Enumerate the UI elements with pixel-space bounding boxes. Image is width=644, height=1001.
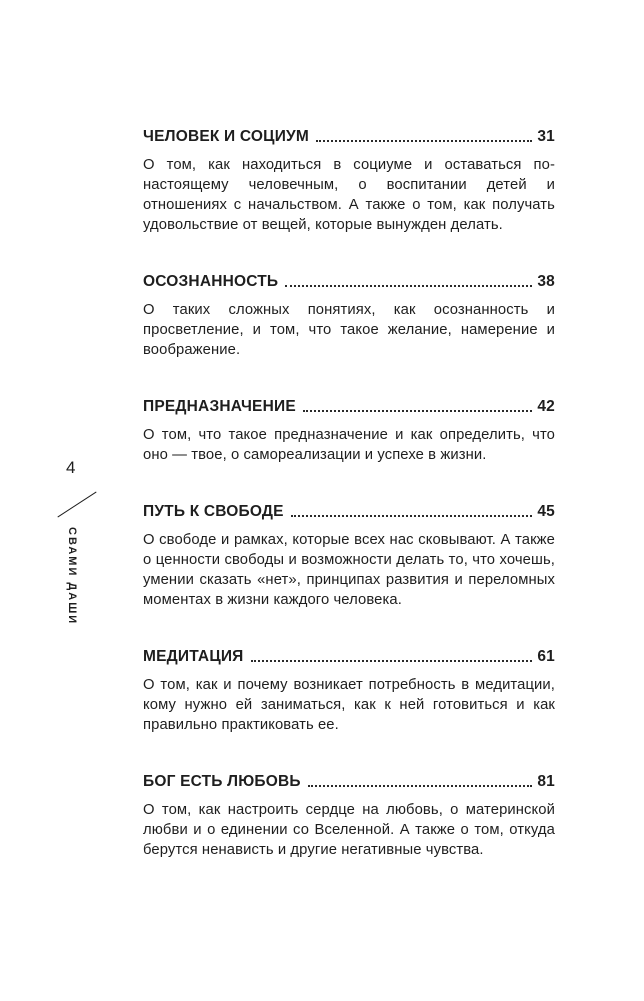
chapter-title: БОГ ЕСТЬ ЛЮБОВЬ xyxy=(143,773,301,791)
chapter-title: ПУТЬ К СВОБОДЕ xyxy=(143,503,284,521)
chapter-page-number: 61 xyxy=(537,648,555,666)
chapter-page-number: 42 xyxy=(537,398,555,416)
toc-entry xyxy=(143,503,555,610)
toc-entry xyxy=(143,398,555,465)
chapter-title: МЕДИТАЦИЯ xyxy=(143,648,244,666)
chapter-page-number: 45 xyxy=(537,503,555,521)
chapter-title: ЧЕЛОВЕК И СОЦИУМ xyxy=(143,128,309,145)
dotted-leader xyxy=(251,660,533,662)
chapter-description: О таких сложных понятиях, как осознанность и просветление, и том, что такое желание, намерение и воображение. xyxy=(143,302,555,359)
toc-entry-heading xyxy=(143,398,555,415)
toc-entry-heading xyxy=(143,273,555,290)
chapter-description: О том, как настроить сердце на любовь, о материнской любви и о единении со Вселенной. А также о том, откуда берутся ненависть и другие негативные чувства. xyxy=(143,802,555,859)
toc-entry xyxy=(143,773,555,860)
chapter-page-number: 31 xyxy=(537,128,555,145)
chapter-title: ПРЕДНАЗНАЧЕНИЕ xyxy=(143,398,296,416)
chapter-page-number: 81 xyxy=(537,773,555,791)
dotted-leader xyxy=(308,785,533,787)
toc-entry-heading xyxy=(143,128,555,145)
dotted-leader xyxy=(316,140,532,142)
dotted-leader xyxy=(285,285,532,287)
chapter-page-number: 38 xyxy=(537,273,555,291)
toc-entry xyxy=(143,273,555,360)
toc-entry-heading xyxy=(143,503,555,520)
chapter-description: О том, как и почему возникает потребность в медитации, кому нужно ей заниматься, как к ней готовиться и как правильно практиковать ее. xyxy=(143,677,555,734)
dotted-leader xyxy=(303,410,532,412)
chapter-description: О том, как находиться в социуме и оставаться по-настоящему человечным, о воспитании детей и отношениях с начальством. А также о том, как получать удовольствие от вещей, которые вынужден делать. xyxy=(143,157,555,234)
chapter-description: О свободе и рамках, которые всех нас сковывают. А также о ценности свободы и возможности делать то, что хочешь, умении сказать «нет», принципах развития и переломных моментах в жизни каждого человека. xyxy=(143,532,555,609)
chapter-title: ОСОЗНАННОСТЬ xyxy=(143,273,279,291)
page-number-folio: 4 xyxy=(66,458,76,477)
toc-entry xyxy=(143,128,555,235)
toc-entry-heading xyxy=(143,648,555,665)
table-of-contents xyxy=(143,128,555,860)
margin-slash-line xyxy=(57,492,96,518)
toc-entry xyxy=(143,648,555,735)
toc-entry-heading xyxy=(143,773,555,790)
dotted-leader xyxy=(291,515,533,517)
chapter-description: О том, что такое предназначение и как определить, что оно — твое, о самореализации и успехе в жизни. xyxy=(143,427,555,464)
author-margin-label: СВАМИ ДАШИ xyxy=(66,527,78,626)
